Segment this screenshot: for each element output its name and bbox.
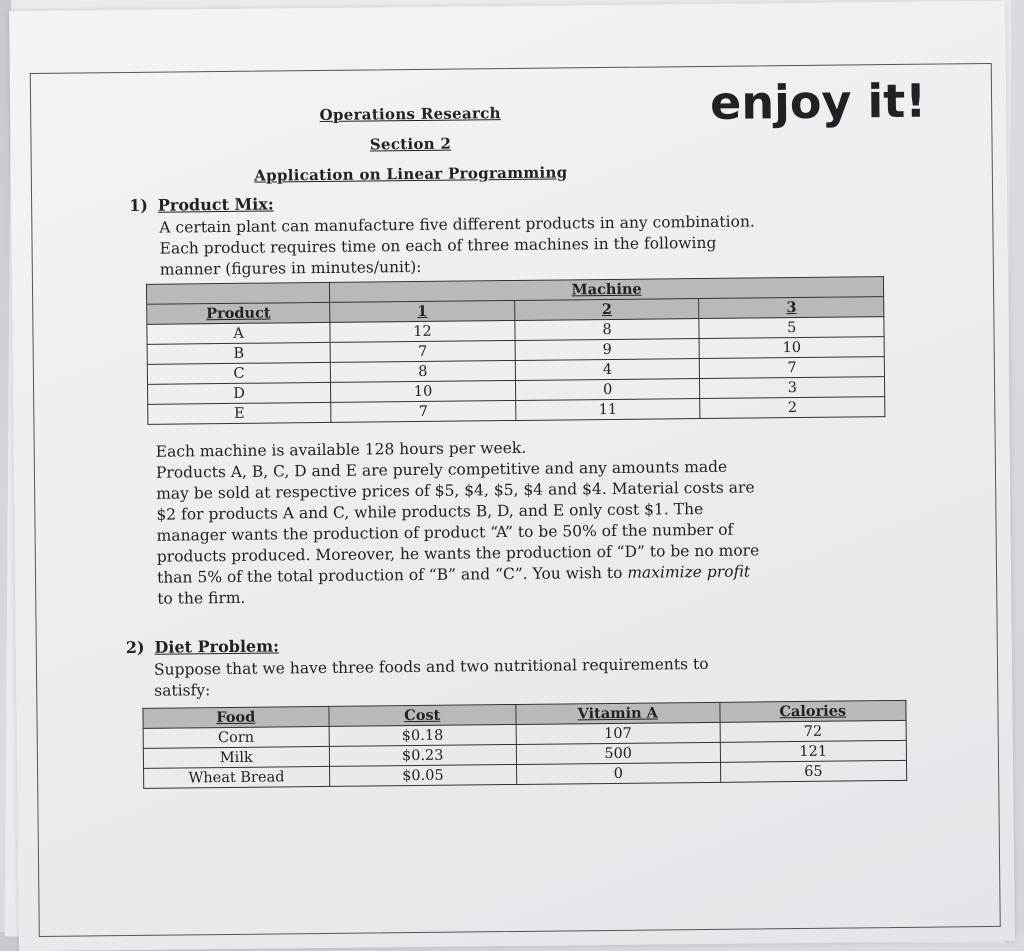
- table-cell: 7: [331, 400, 516, 422]
- table-cell: B: [147, 342, 330, 364]
- intro-line: Suppose that we have three foods and two nutritional requirements to: [153, 654, 709, 679]
- table-header-cell: Product: [147, 302, 330, 324]
- table-cell: 65: [720, 760, 907, 782]
- table-cell: A: [147, 322, 330, 344]
- problem1-number: 1): [129, 195, 148, 215]
- table-cell: 12: [330, 320, 515, 342]
- table-cell: 2: [700, 397, 885, 419]
- table-header-cell: Calories: [719, 700, 906, 722]
- table-header-cell: 1: [330, 300, 515, 322]
- diet-table: [142, 700, 907, 789]
- emphasis-text: maximize profit: [627, 562, 751, 582]
- table-cell: C: [147, 362, 330, 384]
- problem2-number: 2): [125, 637, 145, 658]
- problem2-title: Diet Problem:: [154, 636, 280, 657]
- table-cell: 3: [700, 377, 885, 399]
- table-cell: Corn: [143, 726, 329, 748]
- problem2-intro: [154, 654, 709, 702]
- problem2-heading: [126, 636, 279, 657]
- table-cell: 9: [515, 339, 700, 361]
- table-cell: 5: [699, 317, 884, 339]
- table-header-cell: 2: [514, 299, 699, 321]
- machine-label: Machine: [571, 280, 642, 299]
- machine-time-table: [146, 276, 885, 425]
- table-cell: 8: [515, 319, 700, 341]
- table-header-cell: Food: [143, 706, 329, 728]
- worksheet-page: [9, 1, 1015, 951]
- body-line: Each machine is available 128 hours per week.: [155, 438, 527, 461]
- intro-line: A certain plant can manufacture five different products in any combination.: [159, 212, 755, 237]
- table-cell: $0.05: [329, 764, 517, 786]
- body-line: Products A, B, C, D and E are purely competitive and any amounts made: [155, 457, 728, 482]
- problem1-heading: [129, 194, 274, 215]
- body-line: manager wants the production of product “A” to be 50% of the number of: [156, 520, 734, 545]
- table-cell: 500: [516, 742, 720, 764]
- enjoy-logo: [710, 72, 931, 154]
- table-header-cell: Vitamin A: [516, 702, 720, 724]
- intro-line: manner (figures in minutes/unit):: [159, 257, 422, 279]
- body-line: $2 for products A and C, while products B, D, and E only cost $1. The: [156, 500, 704, 524]
- table-cell: 4: [515, 359, 700, 381]
- intro-line: Each product requires time on each of three machines in the following: [159, 233, 717, 258]
- table-cell: E: [148, 402, 331, 424]
- body-line: may be sold at respective prices of $5, $4, $5, $4 and $4. Material costs are: [156, 478, 755, 503]
- table-header-cell: [146, 282, 329, 304]
- table-cell: 8: [330, 360, 515, 382]
- table-cell: 7: [330, 340, 515, 362]
- table-cell: Milk: [143, 746, 329, 768]
- logo-text: enjoy it!: [709, 73, 927, 130]
- table-cell: 0: [516, 762, 720, 784]
- table-cell: $0.18: [329, 724, 517, 746]
- table-header-cell: Cost: [329, 704, 517, 726]
- problem1-title: Product Mix:: [157, 194, 274, 215]
- table-cell: 10: [331, 380, 516, 402]
- body-line: to the firm.: [157, 588, 246, 608]
- table-cell: $0.23: [329, 744, 517, 766]
- table-header-cell: 3: [699, 297, 884, 319]
- page-title: Application on Linear Programming: [254, 163, 568, 185]
- table-cell: 0: [515, 379, 700, 401]
- body-line: than 5% of the total production of “B” and “C”. You wish to maximize profit: [156, 562, 751, 587]
- intro-line: satisfy:: [154, 681, 211, 700]
- problem1-body: [156, 435, 760, 609]
- table-cell: 72: [720, 720, 907, 742]
- table-cell: 10: [699, 337, 884, 359]
- table-cell: 11: [515, 399, 700, 421]
- problem1-intro: [159, 211, 755, 280]
- course-title: Operations Research: [319, 104, 501, 124]
- section-label: Section 2: [369, 134, 452, 154]
- body-line: products produced. Moreover, he wants the production of “D” to be no more: [156, 541, 760, 566]
- table-cell: 121: [720, 740, 907, 762]
- table-cell: D: [148, 382, 331, 404]
- table-cell: 7: [700, 357, 885, 379]
- table-cell: 107: [516, 722, 720, 744]
- table-cell: Wheat Bread: [144, 766, 330, 788]
